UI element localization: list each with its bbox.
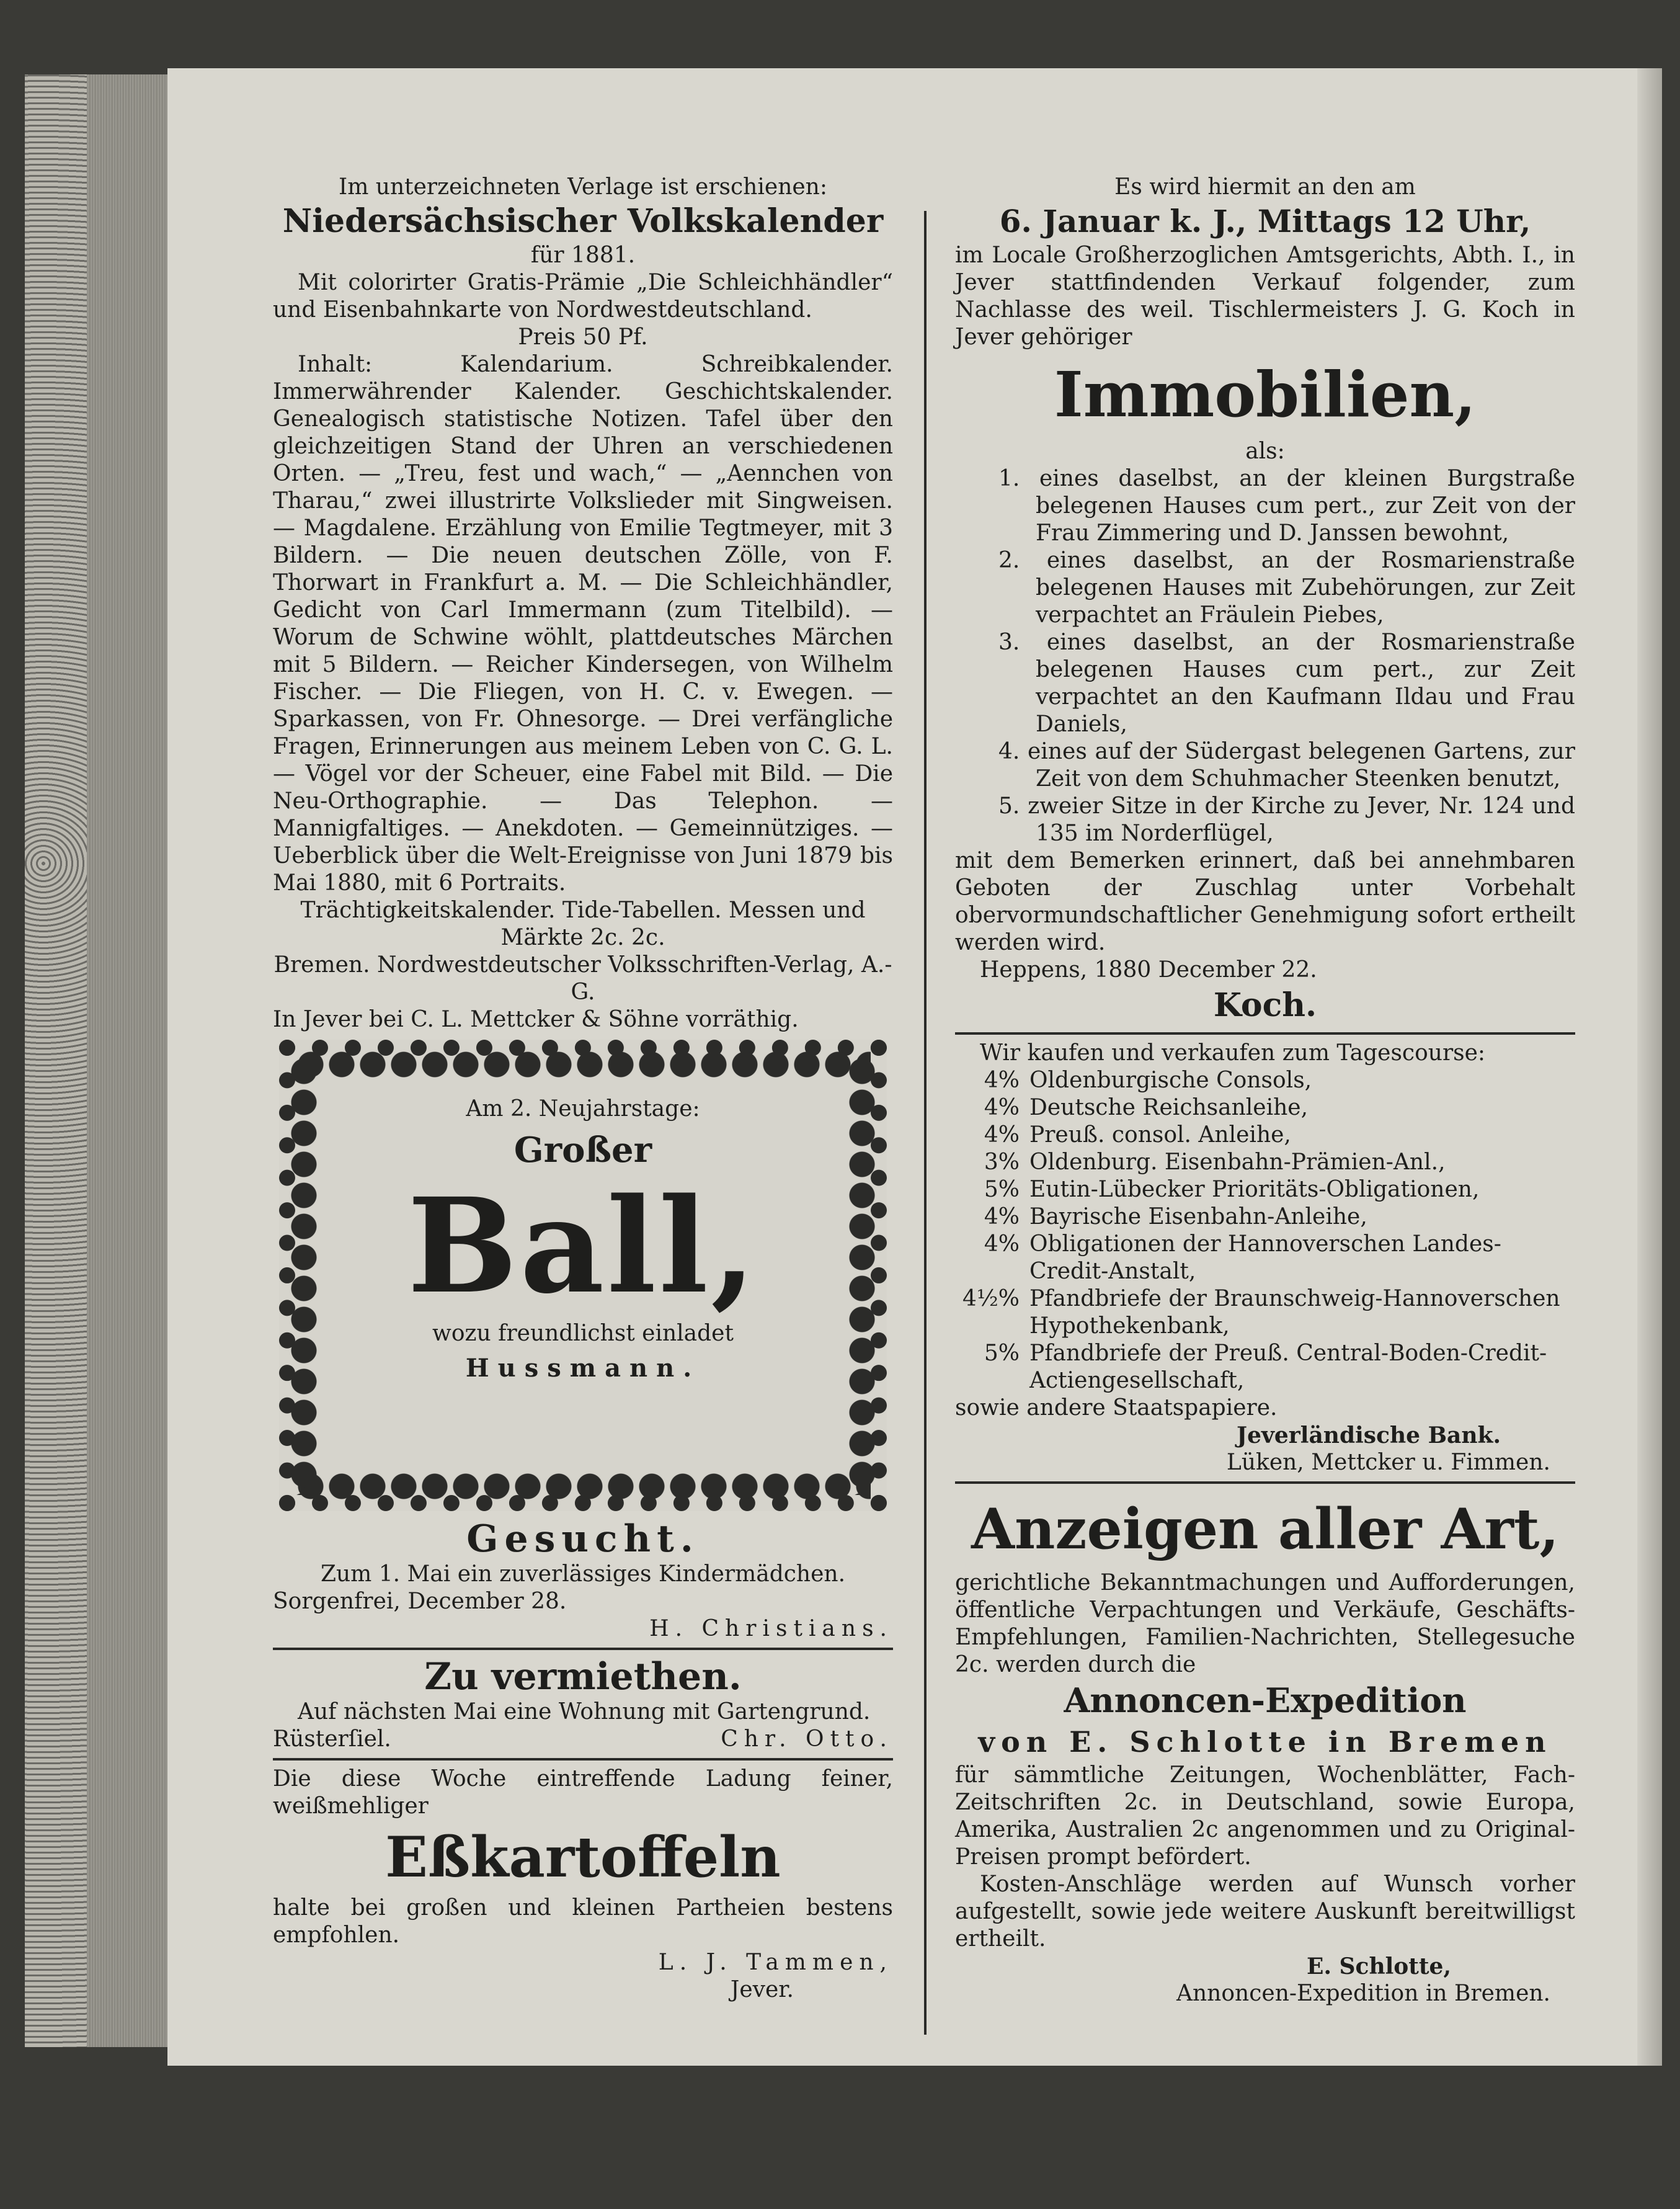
calendar-stock: In Jever bei C. L. Mettcker & Söhne vorräthig. bbox=[273, 1007, 799, 1032]
ball-headline: Ball, bbox=[407, 1169, 759, 1323]
calendar-premium: Mit colorirter Gratis-Prämie „Die Schleichhändler“ und Eisenbahnkarte von Nordwestdeutschland. bbox=[273, 270, 893, 323]
calendar-contents: Inhalt: Kalendarium. Schreibkalender. Immerwährender Kalender. Geschichtskalender. Genealogisch statistische Notizen. Tafel über den gleichzeitigen Stand der Uhren an verschiedenen Orten. — „Treu, fest und wach,“ — „Aennchen von Tharau,“ zwei illustrirte Volkslieder mit Singweisen. — Magdalene. Erzählung von Emilie Tegtmeyer, mit 3 Bildern. — Die neuen deutschen Zölle, von F. Thorwart in Frankfurt a. M. — Die Schleichhändler, Gedicht von Carl Immermann (zum Titelbild). — Worum de Schwine wöhlt, plattdeutsches Märchen mit 5 Bildern. — Reicher Kindersegen, von Wilhelm Fischer. — Die Fliegen, von H. C. v. Ewegen. — Sparkassen, von Fr. Ohnesorge. — Drei verfängliche Fragen, Erinnerungen aus meinem Leben von C. G. L. — Vögel vor der Scheuer, eine Fabel mit Bild. — Die Neu-Orthographie. — Das Telephon. — Mannigfaltiges. — Anekdoten. — Gemeinnütziges. — Ueberblick über die Welt-Ereignisse von Juni 1879 bis Mai 1880, mit 6 Portraits. bbox=[273, 352, 893, 896]
left-column bbox=[273, 174, 893, 2004]
bank-name: Jeverländische Bank. bbox=[1237, 1422, 1501, 1448]
auction-intro: Es wird hiermit an den am bbox=[1114, 174, 1416, 200]
ball-host: Hussmann. bbox=[465, 1354, 701, 1383]
bond-name: Oldenburg. Eisenbahn-Prämien-Anl., bbox=[1029, 1149, 1446, 1175]
bank-closing: sowie andere Staatspapiere. bbox=[955, 1395, 1278, 1421]
auction-title: Immobilien, bbox=[1054, 358, 1477, 431]
bond-row bbox=[955, 1285, 1575, 1340]
list-item: 4. eines auf der Südergast belegenen Gartens, zur Zeit von dem Schuhmacher Steenken benutzt, bbox=[998, 739, 1575, 792]
auction-als: als: bbox=[1245, 439, 1285, 464]
dot-border-bottom bbox=[295, 1471, 871, 1501]
ball-invite: wozu freundlichst einladet bbox=[432, 1321, 734, 1346]
column-divider bbox=[924, 211, 927, 2035]
anzeigen-text2: für sämmtliche Zeitungen, Wochenblätter, Fach-Zeitschriften 2c. in Deutschland, sowie Europa, Amerika, Australien 2c angenommen und zu Original-Preisen prompt befördert. bbox=[955, 1762, 1575, 1870]
list-item: 3. eines daselbst, an der Rosmarienstraße belegenen Hauses cum pert., zur Zeit verpachtet an den Kaufmann Ildau und Frau Daniels, bbox=[998, 630, 1575, 737]
kartoffeln-intro: Die diese Woche eintreffende Ladung feiner, weißmehliger bbox=[273, 1766, 893, 1819]
bond-name: Bayrische Eisenbahn-Anleihe, bbox=[1029, 1204, 1367, 1229]
auction-date: 6. Januar k. J., Mittags 12 Uhr, bbox=[999, 203, 1531, 239]
ball-ad-frame bbox=[279, 1040, 887, 1511]
bond-row bbox=[955, 1231, 1575, 1285]
kartoffeln-title: Eßkartoffeln bbox=[385, 1824, 781, 1890]
bank-owners: Lüken, Mettcker u. Fimmen. bbox=[1226, 1450, 1550, 1475]
anzeigen-title: Anzeigen aller Art, bbox=[971, 1496, 1559, 1562]
bond-row bbox=[955, 1122, 1575, 1149]
dot-border-right bbox=[847, 1056, 877, 1495]
vermiethen-title: Zu vermiethen. bbox=[424, 1655, 742, 1698]
list-item: 1. eines daselbst, an der kleinen Burgstraße belegenen Hauses cum pert., zur Zeit von der Frau Zimmering und D. Janssen bewohnt, bbox=[998, 466, 1575, 546]
bond-name: Pfandbriefe der Braunschweig-Hannoverschen Hypothekenbank, bbox=[1029, 1286, 1560, 1339]
vermiethen-name: Chr. Otto. bbox=[721, 1726, 893, 1752]
ball-gross: Großer bbox=[513, 1130, 652, 1171]
auction-text: im Locale Großherzoglichen Amtsgerichts, Abth. I., in Jever stattfindenden Verkauf folgender, zum Nachlasse des weil. Tischlermeisters J. G. Koch in Jever gehöriger bbox=[955, 243, 1575, 350]
calendar-publisher: Bremen. Nordwestdeutscher Volksschriften-Verlag, A.-G. bbox=[273, 952, 892, 1005]
anzeigen-firm: Annoncen-Expedition bbox=[1064, 1680, 1467, 1720]
bond-rate: 4% bbox=[984, 1068, 1020, 1093]
anzeigen-text: gerichtliche Bekanntmachungen und Aufforderungen, öffentliche Verpachtungen und Verkäufe, Geschäfts-Empfehlungen, Familien-Nachrichten, Stellegesuche 2c. werden durch die bbox=[955, 1570, 1575, 1677]
dot-border-left bbox=[289, 1056, 319, 1495]
gesucht-text: Zum 1. Mai ein zuverlässiges Kindermädchen. bbox=[320, 1561, 846, 1587]
auction-notice bbox=[955, 174, 1575, 1027]
right-column bbox=[955, 174, 1575, 2007]
kartoffeln-place: Jever. bbox=[730, 1977, 794, 2002]
vermiethen-footer bbox=[273, 1726, 893, 1753]
bond-name: Deutsche Reichsanleihe, bbox=[1029, 1095, 1309, 1120]
anzeigen-text3: Kosten-Anschläge werden auf Wunsch vorher aufgestellt, sowie jede weitere Auskunft bereitwilligst ertheilt. bbox=[955, 1872, 1575, 1952]
ball-date: Am 2. Neujahrstage: bbox=[466, 1096, 700, 1122]
kartoffeln-text: halte bei großen und kleinen Partheien bestens empfohlen. bbox=[273, 1895, 893, 1948]
separator-rule bbox=[955, 1032, 1575, 1035]
bond-name: Eutin-Lübecker Prioritäts-Obligationen, bbox=[1029, 1177, 1480, 1202]
bond-row bbox=[955, 1094, 1575, 1122]
anzeigen-signature: E. Schlotte, bbox=[1307, 1953, 1451, 1979]
gesucht-ad bbox=[273, 1517, 893, 1643]
calendar-price: Preis 50 Pf. bbox=[518, 324, 648, 350]
bond-row bbox=[955, 1203, 1575, 1231]
bank-intro: Wir kaufen und verkaufen zum Tagescourse: bbox=[980, 1040, 1486, 1066]
kartoffeln-ad bbox=[273, 1765, 893, 2004]
bond-rate: 4% bbox=[984, 1204, 1020, 1229]
bond-name: Oldenburgische Consols, bbox=[1029, 1068, 1312, 1093]
list-item: 5. zweier Sitze in der Kirche zu Jever, Nr. 124 und 135 im Norderflügel, bbox=[998, 793, 1575, 846]
bond-rate: 4% bbox=[984, 1122, 1020, 1148]
bond-row bbox=[955, 1176, 1575, 1203]
book-cover-edge bbox=[25, 74, 87, 2047]
anzeigen-ad bbox=[955, 1489, 1575, 2007]
separator-rule bbox=[273, 1758, 893, 1761]
gesucht-name: H. Christians. bbox=[649, 1616, 893, 1641]
bank-ad bbox=[955, 1040, 1575, 1476]
bond-rate: 4% bbox=[984, 1095, 1020, 1120]
bond-name: Pfandbriefe der Preuß. Central-Boden-Credit-Actiengesellschaft, bbox=[1029, 1341, 1547, 1393]
auction-closing: mit dem Bemerken erinnert, daß bei annehmbaren Geboten der Zuschlag unter Vorbehalt obervormundschaftlicher Genehmigung sofort ertheilt werden wird. bbox=[955, 848, 1575, 955]
bond-rate: 4½% bbox=[962, 1286, 1020, 1311]
anzeigen-signature2: Annoncen-Expedition in Bremen. bbox=[1176, 1981, 1550, 2006]
bond-row bbox=[955, 1340, 1575, 1395]
bond-rate: 4% bbox=[984, 1231, 1020, 1257]
bond-rate: 3% bbox=[984, 1149, 1020, 1175]
gesucht-title: Gesucht. bbox=[466, 1517, 700, 1561]
calendar-year: für 1881. bbox=[530, 243, 636, 268]
list-item: 2. eines daselbst, an der Rosmarienstraße belegenen Hauses mit Zubehörungen, zur Zeit verpachtet an Fräulein Piebes, bbox=[998, 548, 1575, 628]
bond-rate: 5% bbox=[984, 1177, 1020, 1202]
gesucht-place: Sorgenfrei, December 28. bbox=[273, 1589, 567, 1614]
auction-signature: Koch. bbox=[1213, 986, 1317, 1024]
bond-name: Obligationen der Hannoverschen Landes-Credit-Anstalt, bbox=[1029, 1231, 1501, 1284]
calendar-title: Niedersächsischer Volkskalender bbox=[282, 202, 884, 240]
ball-ad-content bbox=[351, 1093, 815, 1387]
bond-row bbox=[955, 1067, 1575, 1094]
calendar-ad bbox=[273, 174, 893, 1033]
separator-rule bbox=[273, 1648, 893, 1650]
vermiethen-text: Auf nächsten Mai eine Wohnung mit Gartengrund. bbox=[298, 1699, 871, 1725]
bond-row bbox=[955, 1149, 1575, 1176]
auction-place: Heppens, 1880 December 22. bbox=[980, 957, 1317, 983]
kartoffeln-name: L. J. Tammen, bbox=[658, 1950, 893, 1975]
calendar-extra: Trächtigkeitskalender. Tide-Tabellen. Messen und Märkte 2c. 2c. bbox=[300, 898, 866, 950]
anzeigen-firm2: von E. Schlotte in Bremen bbox=[978, 1725, 1552, 1759]
vermiethen-ad bbox=[273, 1655, 893, 1753]
bond-name: Preuß. consol. Anleihe, bbox=[1029, 1122, 1291, 1148]
separator-rule bbox=[955, 1481, 1575, 1484]
auction-items bbox=[955, 465, 1575, 847]
calendar-intro: Im unterzeichneten Verlage ist erschienen: bbox=[338, 174, 827, 200]
dot-border-top bbox=[295, 1050, 871, 1079]
bond-rate: 5% bbox=[984, 1341, 1020, 1366]
vermiethen-place: Rüsterſiel. bbox=[273, 1726, 391, 1752]
page-edge bbox=[1637, 68, 1662, 2066]
